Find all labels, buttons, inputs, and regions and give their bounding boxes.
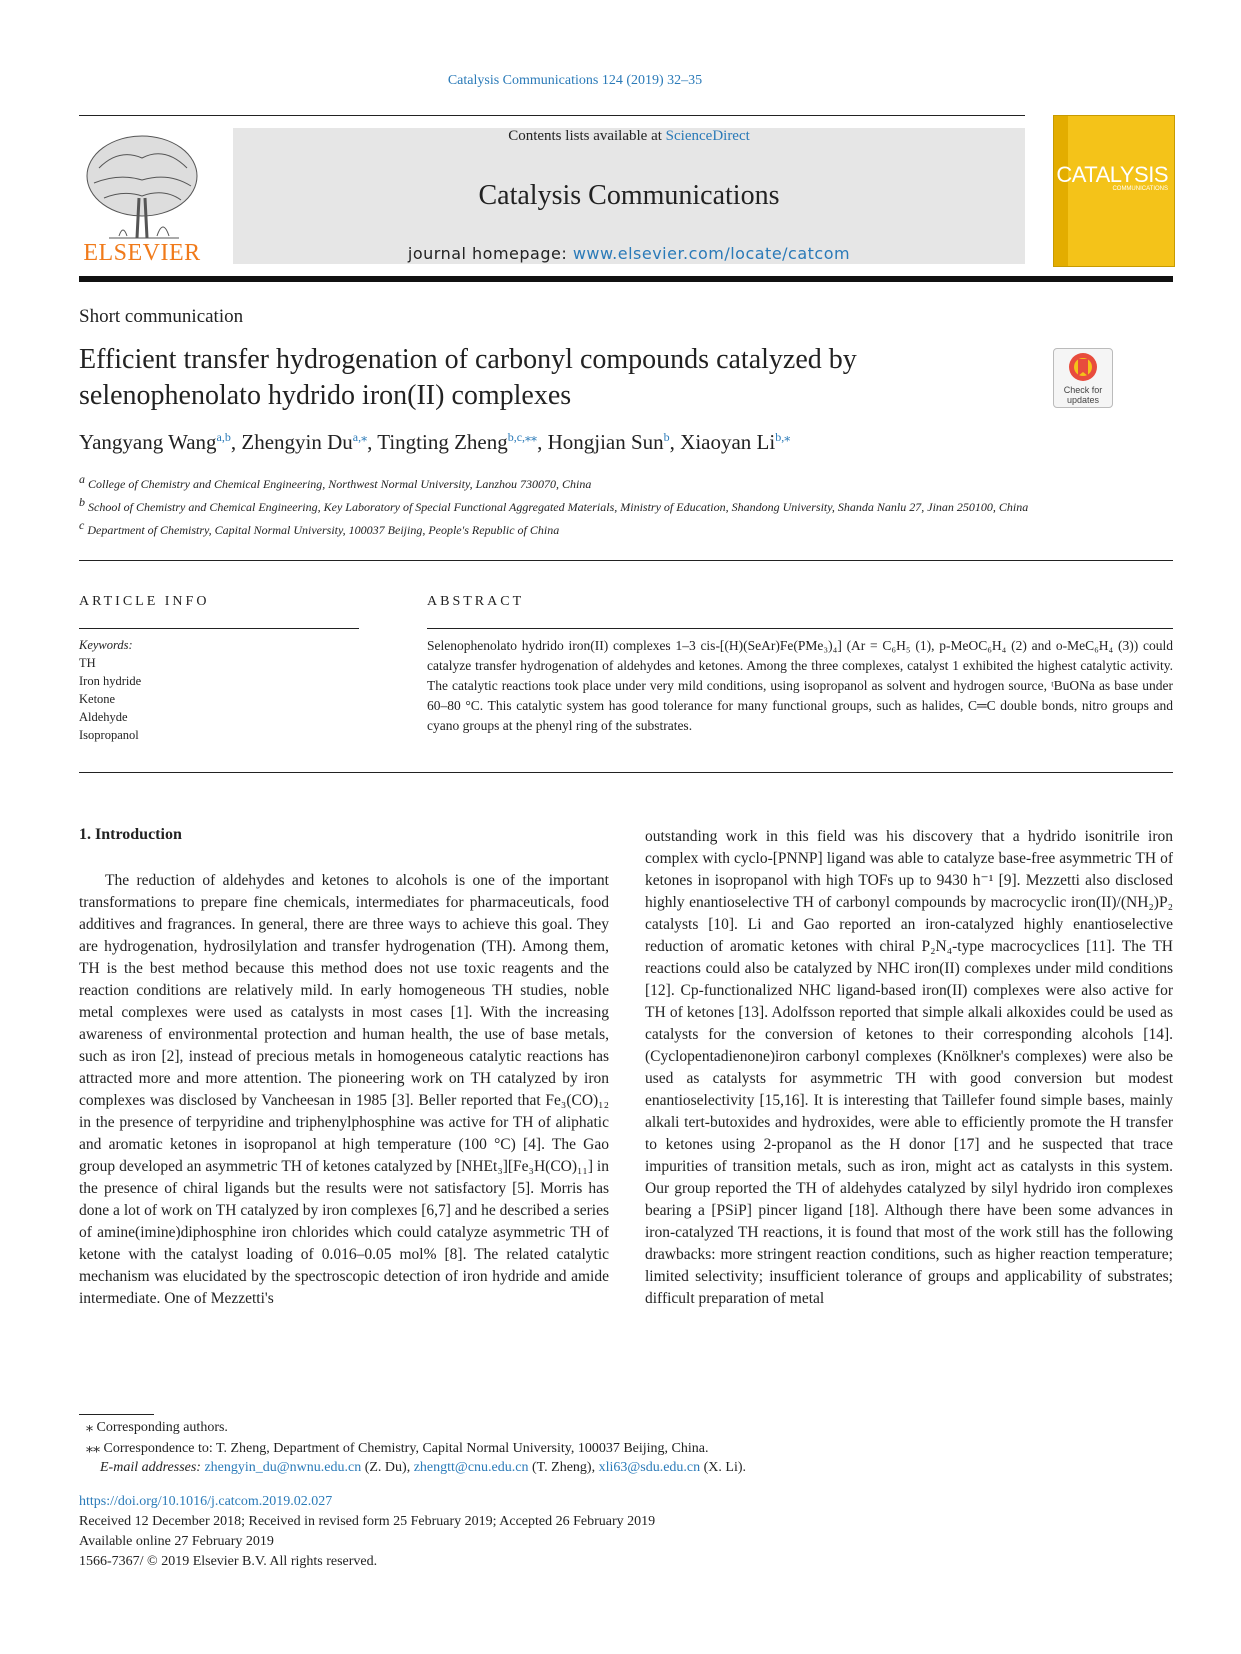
- cover-title: CATALYSIS: [1056, 162, 1168, 187]
- body-column-left: The reduction of aldehydes and ketones to alcohols is one of the important transformations to prepare fine chemicals, intermediates for pharmaceuticals, food additives and fragrances. In general, there are three ways to achieve this goal. They are hydrogenation, hydrosilylation and transfer hydrogenation (TH). Among them, TH is the best method because this method does not use toxic reagents and the reaction conditions are relatively mild. In early homogeneous TH studies, noble metal complexes were used as catalysts in most cases [1]. With the increasing awareness of environmental protection and human health, the use of base metals, such as iron [2], instead of precious metals in homogeneous catalytic reactions has attracted more and more attention. The pioneering work on TH catalyzed by iron complexes was disclosed by Vancheesan in 1985 [3]. Beller reported that Fe₃(CO)₁₂ in the presence of terpyridine and triphenylphosphine was active for TH of aliphatic and aromatic ketones in isopropanol at high temperature (100 °C) [4]. The Gao group developed an asymmetric TH of ketones catalyzed by [NHEt₃][Fe₃H(CO)₁₁] in the presence of chiral ligands but the results were not satisfactory [5]. Morris has done a lot of work on TH catalyzed by iron complexes [6,7] and he described a series of amine(imine)diphosphine iron chlorides which could catalyze asymmetric TH of ketone with the catalyst loading of 0.016–0.05 mol% [8]. The related catalytic mechanism was elucidated by the spectroscopic detection of iron hydride and amide intermediate. One of Mezzetti's: [79, 872, 609, 1307]
- received-dates: Received 12 December 2018; Received in revised form 25 February 2019; Accepted 26 February 2019: [79, 1514, 656, 1529]
- affiliation-text: College of Chemistry and Chemical Engineering, Northwest Normal University, Lanzhou 730070, China: [88, 477, 592, 491]
- affiliation: [79, 470, 1079, 493]
- check-for-updates-label: Check for updates: [1063, 385, 1103, 405]
- affiliation-mark: c: [79, 518, 85, 532]
- keyword: Ketone: [79, 692, 116, 706]
- footnote-rule: [79, 1414, 154, 1415]
- footnote-corresponding: ⁎ Corresponding authors.: [86, 1420, 228, 1435]
- keyword: TH: [79, 656, 96, 670]
- affiliation-text: School of Chemistry and Chemical Engineering, Key Laboratory of Special Functional Aggregated Materials, Ministry of Education, Shandong University, Shanda Nanlu 27, Jinan 250100, China: [88, 500, 1029, 514]
- section-rule: [79, 560, 1173, 561]
- sciencedirect-link[interactable]: ScienceDirect: [665, 128, 750, 144]
- keyword: Aldehyde: [79, 710, 128, 724]
- check-for-updates-badge[interactable]: [1053, 348, 1113, 408]
- email-owner: (X. Li).: [700, 1460, 747, 1475]
- header-rule: [79, 115, 1025, 116]
- doi-link[interactable]: https://doi.org/10.1016/j.catcom.2019.02.027: [79, 1494, 333, 1509]
- affiliation: [79, 516, 1079, 539]
- journal-cover-thumbnail[interactable]: [1053, 115, 1175, 267]
- contents-prefix: Contents lists available at: [508, 128, 666, 144]
- article-title: Efficient transfer hydrogenation of carbonyl compounds catalyzed by selenophenolato hydrido iron(II) complexes: [79, 344, 857, 411]
- homepage-prefix: journal homepage:: [407, 244, 573, 263]
- article-info-heading: ARTICLE INFO: [79, 594, 210, 609]
- author-name[interactable]: Yangyang Wang: [79, 430, 217, 454]
- cover-subtitle: COMMUNICATIONS: [1112, 186, 1168, 192]
- footnote-emails: [100, 1460, 746, 1476]
- author-name[interactable]: Zhengyin Du: [241, 430, 353, 454]
- author-affiliation-mark[interactable]: a,b: [216, 430, 231, 444]
- journal-title: Catalysis Communications: [478, 180, 780, 211]
- abstract-text: Selenophenolato hydrido iron(II) complexes 1–3 cis-[(H)(SeAr)Fe(PMe₃)₄] (Ar = C₆H₅ (1), p-MeOC₆H₄ (2) and o-MeC₆H₄ (3)) could catalyze transfer hydrogenation of aldehydes and ketones. Among the three complexes, catalyst 1 exhibited the highest catalytic activity. The catalytic reactions took place under very mild conditions, using isopropanol as solvent and hydrogen source, ᵗBuONa as base under 60–80 °C. This catalytic system has good tolerance for many functional groups, such as halides, C═C double bonds, nitro groups and cyano groups at the phenyl ring of the substrates.: [427, 638, 1173, 733]
- abstract-heading: ABSTRACT: [427, 594, 525, 609]
- journal-reference[interactable]: Catalysis Communications 124 (2019) 32–35: [447, 73, 703, 88]
- footnote-correspondence: ⁎⁎ Correspondence to: T. Zheng, Department of Chemistry, Capital Normal University, 100037 Beijing, China.: [86, 1441, 709, 1456]
- author-name[interactable]: Hongjian Sun: [547, 430, 664, 454]
- elsevier-wordmark: ELSEVIER: [83, 240, 201, 266]
- bookmark-icon: [1054, 349, 1112, 385]
- copyright-line: 1566-7367/ © 2019 Elsevier B.V. All rights reserved.: [79, 1554, 378, 1569]
- affiliation-text: Department of Chemistry, Capital Normal University, 100037 Beijing, People's Republic of China: [87, 523, 560, 537]
- author-list: Yangyang Wang$^{a,b}$, Zhengyin $Du^{a,⁎}$, Tingting Zheng$^{b,c,⁎⁎}$, Hongjian Sun$^b$, Xiaoyan $Li^{b,⁎}$: [79, 430, 791, 454]
- body-column-right: outstanding work in this field was his discovery that a hydrido isonitrile iron complex with cyclo-[PNNP] ligand was able to catalyze base-free asymmetric TH of ketones in isopropanol with high TOFs up to 9430 h⁻¹ [9]. Mezzetti also disclosed highly enantioselective TH of carbonyl compounds by macrocyclic iron(II)/(NH₂)P₂ catalysts [10]. Li and Gao reported an iron-catalyzed highly enantioselective reduction of aromatic ketones with chiral P₂N₄-type macrocyclices [11]. The TH reactions could also be catalyzed by NHC iron(II) complexes under mild conditions [12]. Cp-functionalized NHC ligand-based iron(II) complexes were also active for TH of ketones [13]. Adolfsson reported that simple alkali alkoxides could be used as catalysts for the conversion of ketones to their corresponding alcohols [14]. (Cyclopentadienone)iron carbonyl complexes (Knölkner's complexes) were also be used as catalysts for asymmetric TH with good conversion but modest enantioselectivity [15,16]. It is interesting that Taillefer found simple bases, mainly alkali tert-butoxides and hydroxides, were able to efficiently promote the H transfer to ketones using 2-propanol as the H donor [17] and he suspected that trace impurities of transition metals, such as iron, might act as catalysts in this system. Our group reported the TH of aldehydes catalyzed by silyl hydrido iron complexes bearing a [PSiP] pincer ligand [18]. Although there have been some advances in iron-catalyzed TH reactions, it is found that most of the work still has the following drawbacks: more stringent reaction conditions, such as higher reaction temperature; limited selectivity; insufficient tolerance of groups and applicability of substrates; difficult preparation of metal: [645, 828, 1173, 1307]
- author-affiliation-mark[interactable]: a,⁎: [352, 430, 368, 444]
- homepage-link[interactable]: www.elsevier.com/locate/catcom: [572, 244, 851, 263]
- affiliation-mark: b: [79, 495, 85, 509]
- email-link[interactable]: zhengyin_du@nwnu.edu.cn: [204, 1460, 362, 1475]
- article-info-rule: [79, 628, 359, 629]
- author-affiliation-mark[interactable]: b,c,⁎⁎: [507, 430, 538, 444]
- email-link[interactable]: zhengtt@cnu.edu.cn: [413, 1460, 529, 1475]
- affiliation: [79, 493, 1079, 516]
- keyword: Isopropanol: [79, 728, 139, 742]
- email-owner: (Z. Du),: [361, 1460, 414, 1475]
- contents-line: [233, 128, 1025, 145]
- author-affiliation-mark[interactable]: b: [663, 430, 670, 444]
- author-affiliation-mark[interactable]: b,⁎: [775, 430, 791, 444]
- header-thick-rule: [79, 276, 1173, 282]
- email-link[interactable]: xli63@sdu.edu.cn: [598, 1460, 701, 1475]
- keyword: Iron hydride: [79, 674, 142, 688]
- email-label: E-mail addresses:: [100, 1460, 205, 1475]
- abstract-rule: [427, 628, 1173, 629]
- article-type: Short communication: [79, 306, 244, 327]
- affiliation-mark: a: [79, 472, 85, 486]
- section-heading-introduction: 1. Introduction: [79, 826, 182, 843]
- keywords-block: [79, 636, 141, 744]
- homepage-line: [233, 244, 1025, 263]
- author-name[interactable]: Xiaoyan Li: [680, 430, 776, 454]
- affiliation-list: [79, 470, 1079, 539]
- author-name[interactable]: Tingting Zheng: [377, 430, 508, 454]
- keywords-label: Keywords:: [79, 638, 133, 652]
- cover-strip: [1054, 116, 1068, 266]
- available-online-date: Available online 27 February 2019: [79, 1534, 274, 1549]
- email-owner: (T. Zheng),: [528, 1460, 599, 1475]
- section-rule: [79, 772, 1173, 773]
